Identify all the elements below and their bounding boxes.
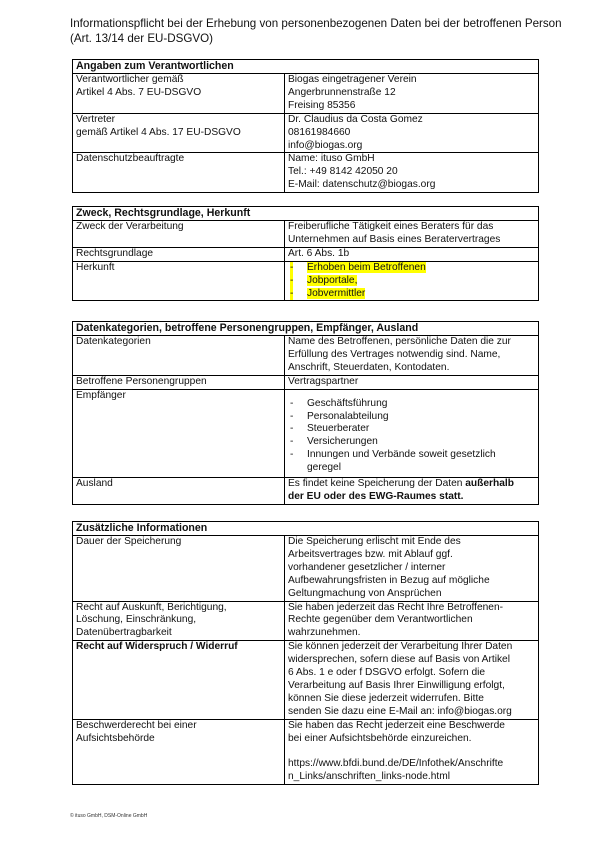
value-line: Unternehmen auf Basis eines Beratervertrages [288,233,501,245]
value-line: Angerbrunnenstraße 12 [288,86,396,98]
row-value [285,74,539,114]
email-text: E-Mail: datenschutz@biogas.org [288,179,436,191]
row-label: Dauer der Speicherung [73,536,285,602]
table-row [73,261,539,301]
document-title [70,16,562,46]
section-purpose [72,206,539,301]
list-item [288,262,535,275]
value-line: Erfüllung des Vertrages notwendig sind. Name, [288,348,501,360]
section-heading: Datenkategorien, betroffene Personengruppen, Empfänger, Ausland [73,322,539,336]
value-line [288,478,535,491]
row-label: Rechtsgrundlage [73,247,285,261]
label-line: Artikel 4 Abs. 7 EU-DSGVO [76,86,202,98]
section-additional-info [72,521,539,785]
footer-copyright: © ituso GmbH, DSM-Online GmbH [70,813,148,819]
value-line: vorhandener gesetzlicher / interner [288,561,446,573]
list-item [288,288,535,301]
blank-line [288,746,535,759]
table-row [73,247,539,261]
value-line: Aufbewahrungsfristen in Bezug auf mögliche [288,574,490,586]
section-heading: Zweck, Rechtsgrundlage, Herkunft [73,207,539,221]
value-text: . [460,490,464,502]
value-line: Anschrift, Steuerdaten, Kontodaten. [288,361,450,373]
row-value: Vertragspartner [285,375,539,389]
value-line: Arbeitsvertrages bzw. mit Ablauf ggf. [288,548,453,560]
row-value [285,719,539,785]
title-line-2: (Art. 13/14 der EU-DSGVO) [70,32,214,45]
row-value [285,601,539,641]
label-line: Löschung, Einschränkung, [76,614,197,626]
highlighted-text: Erhoben beim Betroffenen [307,261,426,273]
value-line [288,491,535,504]
title-line-1: Informationspflicht bei der Erhebung von personenbezogenen Daten bei der betroffenen Person [70,17,562,30]
value-line: Sie haben jederzeit das Recht Ihre Betroffenen- [288,601,504,613]
row-value [285,113,539,153]
value-line: Rechte gegenüber dem Verantwortlichen [288,614,473,626]
table-row [73,389,539,477]
section-heading: Zusätzliche Informationen [73,522,539,536]
table-row [73,478,539,505]
value-line: widersprechen, sofern diese auf Basis von Artikel [288,654,510,666]
recipient-list [288,398,535,475]
row-label: Empfänger [73,389,285,477]
value-line: 6 Abs. 1 e oder f DSGVO erfolgt. Sofern die [288,667,486,679]
value-line: Verarbeitung auf Basis Ihrer Einwilligung erfolgt, [288,679,505,691]
table-row [73,536,539,602]
table-row [73,375,539,389]
table-row [73,113,539,153]
label-line: Vertreter [76,113,116,125]
row-value [285,153,539,193]
list-item: - Versicherungen [288,436,535,449]
row-label [73,74,285,114]
value-line: bei einer Aufsichtsbehörde einzureichen. [288,732,472,744]
section-data-categories [72,321,539,505]
value-line: senden Sie dazu eine E-Mail an: info@biogas.org [288,705,512,717]
row-value [285,336,539,376]
value-text: Es findet keine Speicherung der Daten [288,478,466,490]
label-line: Datenschutzbeauftragte [76,153,185,165]
row-label: Datenkategorien [73,336,285,376]
row-value [285,261,539,301]
list-item: - Innungen und Verbände soweit gesetzlich geregel [288,449,535,475]
row-value [285,641,539,719]
label-line: Beschwerderecht bei einer [76,719,197,731]
bold-text: außerhalb [465,478,514,490]
value-line: Name: ituso GmbH [288,153,375,165]
source-list [288,262,535,301]
label-line: Recht auf Auskunft, Berichtigung, [76,601,227,613]
value-line: Freiberufliche Tätigkeit eines Beraters für das [288,221,494,232]
highlighted-text: Jobportale, [307,274,358,286]
row-value [285,478,539,505]
highlighted-text: Jobvermittler [307,287,366,299]
row-label: Zweck der Verarbeitung [73,221,285,248]
value-line: Freising 85356 [288,99,356,111]
label-line: Aufsichtsbehörde [76,732,155,744]
row-value: Art. 6 Abs. 1b [285,247,539,261]
list-item: - Geschäftsführung [288,398,535,411]
row-value [285,536,539,602]
value-line: Dr. Claudius da Costa Gomez [288,113,423,125]
bold-text: der EU oder des EWG-Raumes statt [288,490,461,502]
table-row [73,336,539,376]
value-line: Geltungmachung von Ansprüchen [288,587,442,599]
list-item [288,275,535,288]
row-label: Ausland [73,478,285,505]
value-line: wahrzunehmen. [288,627,361,639]
row-label: Herkunft [73,261,285,301]
authority-link[interactable]: n_Links/anschriften_links-node.html [288,771,450,783]
value-line: Sie können jederzeit der Verarbeitung Ihrer Daten [288,641,513,653]
row-label [73,601,285,641]
section-controller [72,59,539,193]
row-label [73,153,285,193]
value-line: Name des Betroffenen, persönliche Daten die zur [288,336,511,347]
table-row [73,153,539,193]
row-label: Recht auf Widerspruch / Widerruf [73,641,285,719]
authority-link[interactable]: https://www.bfdi.bund.de/DE/Infothek/Anschrifte [288,758,504,770]
table-row [73,601,539,641]
label-line: Datenübertragbarkeit [76,627,172,639]
email-text: info@biogas.org [288,139,363,151]
table-row [73,221,539,248]
label-line: gemäß Artikel 4 Abs. 17 EU-DSGVO [76,126,241,138]
row-label [73,113,285,153]
value-line: Tel.: +49 8142 42050 20 [288,166,398,178]
value-line: Biogas eingetragener Verein [288,74,417,85]
list-item: - Personalabteilung [288,411,535,424]
label-line: Verantwortlicher gemäß [76,74,184,85]
row-value [285,389,539,477]
table-row [73,641,539,719]
value-line: Die Speicherung erlischt mit Ende des [288,536,461,547]
section-heading: Angaben zum Verantwortlichen [73,60,539,74]
table-row [73,74,539,114]
value-line: Sie haben das Recht jederzeit eine Beschwerde [288,719,505,731]
value-line: können Sie diese jederzeit widerrufen. Bitte [288,692,484,704]
value-line: 08161984660 [288,126,351,138]
row-label [73,719,285,785]
row-label: Betroffene Personengruppen [73,375,285,389]
row-value [285,221,539,248]
list-item: - Steuerberater [288,423,535,436]
table-row [73,719,539,785]
